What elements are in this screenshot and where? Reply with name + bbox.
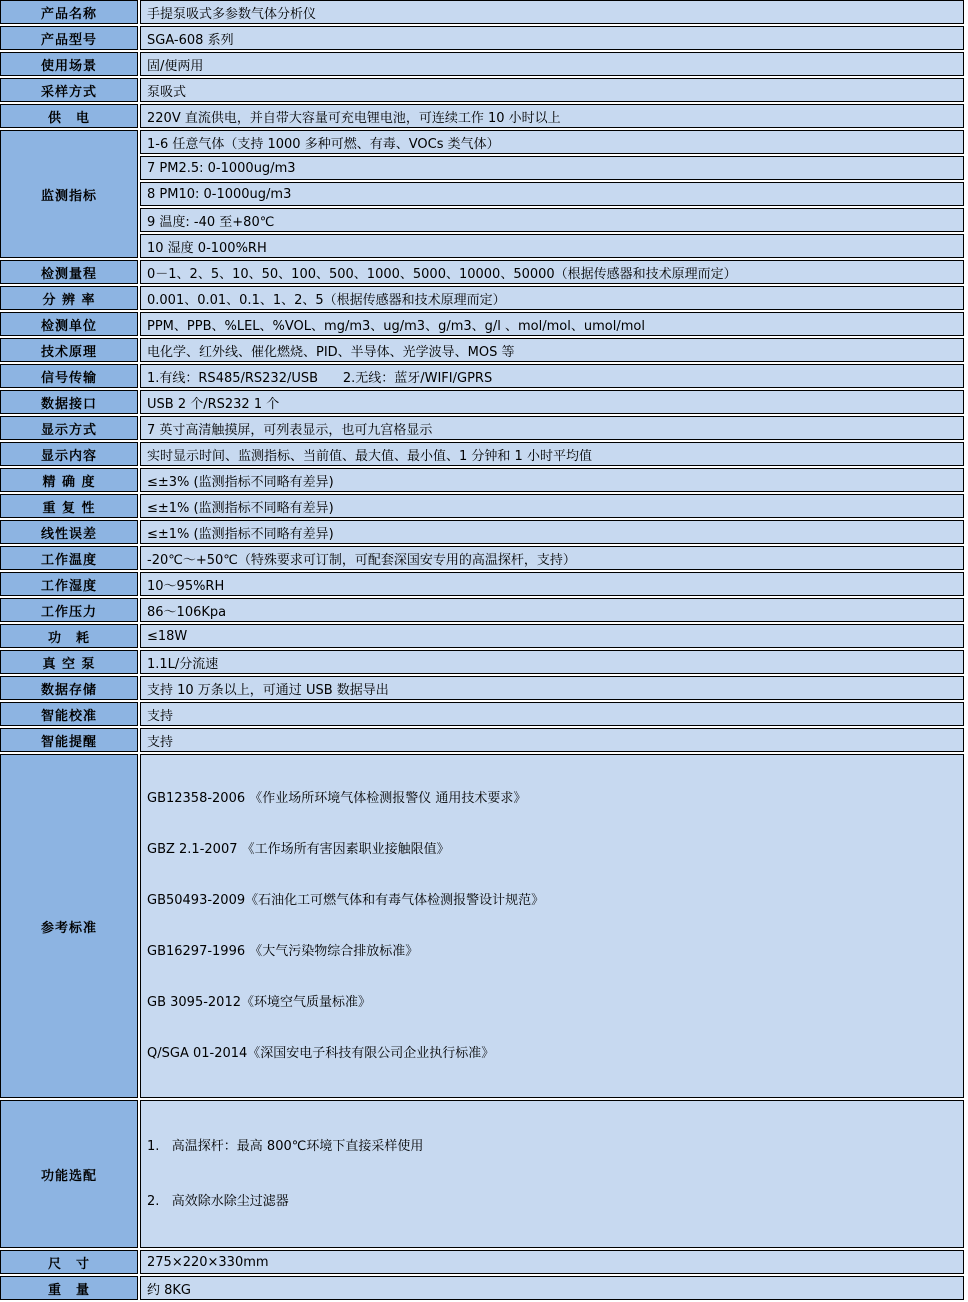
optional-feature-line: 1. 高温探杆：最高 800℃环境下直接采样使用 (147, 1139, 424, 1154)
table-row (0, 494, 964, 518)
row-label-weight: 重 量 (0, 1276, 138, 1300)
row-value-accuracy: ≤±3% (监测指标不同略有差异) (140, 468, 964, 492)
table-row (0, 442, 964, 466)
row-label-display-content: 显示内容 (0, 442, 138, 466)
table-row (0, 390, 964, 414)
row-label-smart-reminder: 智能提醒 (0, 728, 138, 752)
row-value-vacuum-pump: 1.1L/分流速 (140, 650, 964, 674)
row-label-detection-range: 检测量程 (0, 260, 138, 284)
row-label-signal-transmission: 信号传输 (0, 364, 138, 388)
row-value-smart-calibration: 支持 (140, 702, 964, 726)
row-label-repeatability: 重 复 性 (0, 494, 138, 518)
row-label-detection-unit: 检测单位 (0, 312, 138, 336)
table-row (0, 1276, 964, 1300)
row-label-product-name: 产品名称 (0, 0, 138, 24)
row-label-dimensions: 尺 寸 (0, 1250, 138, 1274)
row-label-power-consumption: 功 耗 (0, 624, 138, 648)
table-row (0, 468, 964, 492)
table-row (0, 754, 964, 1098)
table-row (0, 182, 964, 206)
row-label-smart-calibration: 智能校准 (0, 702, 138, 726)
table-row (0, 0, 964, 24)
row-label-accuracy: 精 确 度 (0, 468, 138, 492)
row-label-optional-features: 功能选配 (0, 1100, 138, 1248)
row-label-resolution: 分 辨 率 (0, 286, 138, 310)
row-value-detection-range: 0－1、2、5、10、50、100、500、1000、5000、10000、50000（根据传感器和技术原理而定） (140, 260, 964, 284)
row-label-working-temperature: 工作温度 (0, 546, 138, 570)
table-row (0, 572, 964, 596)
table-row (0, 338, 964, 362)
table-row (0, 416, 964, 440)
row-value-data-interface: USB 2 个/RS232 1 个 (140, 390, 964, 414)
table-row (0, 156, 964, 180)
reference-standard-line: GB50493-2009《石油化工可燃气体和有毒气体检测报警设计规范》 (147, 893, 545, 908)
reference-standard-line: GB12358-2006 《作业场所环境气体检测报警仪 通用技术要求》 (147, 791, 527, 806)
table-row (0, 546, 964, 570)
row-label-working-humidity: 工作湿度 (0, 572, 138, 596)
row-value-monitoring-indicator-1: 1-6 任意气体（支持 1000 多种可燃、有毒、VOCs 类气体） (140, 130, 964, 154)
row-value-working-pressure: 86～106Kpa (140, 598, 964, 622)
row-value-repeatability: ≤±1% (监测指标不同略有差异) (140, 494, 964, 518)
reference-standard-line: GB16297-1996 《大气污染物综合排放标准》 (147, 944, 419, 959)
table-row (0, 130, 964, 154)
row-value-reference-standards (140, 754, 964, 1098)
row-value-optional-features (140, 1100, 964, 1248)
table-row (0, 364, 964, 388)
table-row (0, 52, 964, 76)
table-row (0, 520, 964, 544)
row-value-product-name: 手提泵吸式多参数气体分析仪 (140, 0, 964, 24)
table-row (0, 260, 964, 284)
row-value-linearity-error: ≤±1% (监测指标不同略有差异) (140, 520, 964, 544)
row-label-display-mode: 显示方式 (0, 416, 138, 440)
table-row (0, 650, 964, 674)
table-row (0, 104, 964, 128)
reference-standard-line: Q/SGA 01-2014《深国安电子科技有限公司企业执行标准》 (147, 1046, 495, 1061)
row-value-monitoring-indicator-2: 7 PM2.5: 0-1000ug/m3 (140, 156, 964, 180)
optional-feature-line: 2. 高效除水除尘过滤器 (147, 1194, 289, 1209)
row-value-monitoring-indicator-3: 8 PM10: 0-1000ug/m3 (140, 182, 964, 206)
table-row (0, 1250, 964, 1274)
row-label-linearity-error: 线性误差 (0, 520, 138, 544)
row-label-vacuum-pump: 真 空 泵 (0, 650, 138, 674)
table-row (0, 624, 964, 648)
row-value-technical-principle: 电化学、红外线、催化燃烧、PID、半导体、光学波导、MOS 等 (140, 338, 964, 362)
table-row (0, 286, 964, 310)
row-value-working-humidity: 10～95%RH (140, 572, 964, 596)
row-value-smart-reminder: 支持 (140, 728, 964, 752)
table-row (0, 312, 964, 336)
row-value-power-supply: 220V 直流供电，并自带大容量可充电锂电池，可连续工作 10 小时以上 (140, 104, 964, 128)
row-value-signal-transmission: 1.有线：RS485/RS232/USB 2.无线：蓝牙/WIFI/GPRS (140, 364, 964, 388)
table-row (0, 702, 964, 726)
row-label-technical-principle: 技术原理 (0, 338, 138, 362)
row-value-weight: 约 8KG (140, 1276, 964, 1300)
row-value-power-consumption: ≤18W (140, 624, 964, 648)
row-label-monitoring-indicators: 监测指标 (0, 130, 138, 258)
row-label-usage-scenario: 使用场景 (0, 52, 138, 76)
table-row (0, 234, 964, 258)
table-row (0, 208, 964, 232)
reference-standard-line: GB 3095-2012《环境空气质量标准》 (147, 995, 371, 1010)
row-value-product-model: SGA-608 系列 (140, 26, 964, 50)
row-value-data-storage: 支持 10 万条以上，可通过 USB 数据导出 (140, 676, 964, 700)
row-value-dimensions: 275×220×330mm (140, 1250, 964, 1274)
table-row (0, 676, 964, 700)
row-value-monitoring-indicator-4: 9 温度: -40 至+80℃ (140, 208, 964, 232)
row-value-usage-scenario: 固/便两用 (140, 52, 964, 76)
row-value-sampling-method: 泵吸式 (140, 78, 964, 102)
table-row (0, 1100, 964, 1248)
table-row (0, 26, 964, 50)
row-label-product-model: 产品型号 (0, 26, 138, 50)
row-value-detection-unit: PPM、PPB、%LEL、%VOL、mg/m3、ug/m3、g/m3、g/l 、mol/mol、umol/mol (140, 312, 964, 336)
reference-standard-line: GBZ 2.1-2007 《工作场所有害因素职业接触限值》 (147, 842, 450, 857)
row-value-working-temperature: -20℃～+50℃（特殊要求可订制，可配套深国安专用的高温探杆，支持） (140, 546, 964, 570)
table-row (0, 728, 964, 752)
row-value-monitoring-indicator-5: 10 湿度 0-100%RH (140, 234, 964, 258)
table-row (0, 78, 964, 102)
row-label-power-supply: 供 电 (0, 104, 138, 128)
row-value-display-content: 实时显示时间、监测指标、当前值、最大值、最小值、1 分钟和 1 小时平均值 (140, 442, 964, 466)
row-value-display-mode: 7 英寸高清触摸屏，可列表显示，也可九宫格显示 (140, 416, 964, 440)
row-label-working-pressure: 工作压力 (0, 598, 138, 622)
row-label-data-interface: 数据接口 (0, 390, 138, 414)
row-label-sampling-method: 采样方式 (0, 78, 138, 102)
row-label-data-storage: 数据存储 (0, 676, 138, 700)
table-row (0, 598, 964, 622)
row-label-reference-standards: 参考标准 (0, 754, 138, 1098)
row-value-resolution: 0.001、0.01、0.1、1、2、5（根据传感器和技术原理而定） (140, 286, 964, 310)
